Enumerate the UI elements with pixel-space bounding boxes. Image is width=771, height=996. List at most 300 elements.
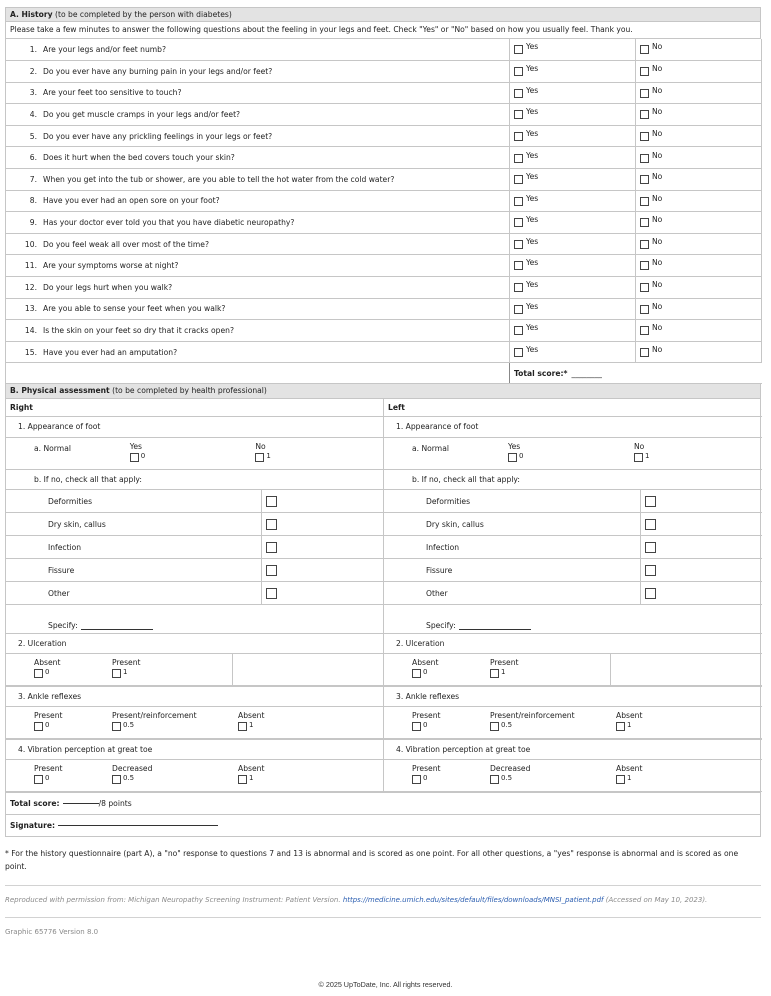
option-checkbox[interactable]	[490, 775, 499, 784]
yes-cell	[510, 39, 636, 61]
finding-checkbox[interactable]	[266, 519, 277, 530]
finding-box-cell	[261, 490, 383, 512]
if-no-heading: b. If no, check all that apply:	[384, 470, 762, 490]
question-number: 9.	[29, 218, 37, 228]
yes-label: Yes	[526, 42, 539, 52]
question-row	[6, 255, 762, 277]
empty-option-cell	[610, 654, 736, 685]
finding-box-cell	[261, 513, 383, 535]
finding-label: Dry skin, callus	[426, 519, 484, 529]
finding-checkbox[interactable]	[266, 542, 277, 553]
yes-checkbox[interactable]	[514, 67, 523, 76]
option-label: Yes	[129, 442, 142, 452]
option-checkbox[interactable]	[34, 775, 43, 784]
finding-box-cell	[261, 559, 383, 581]
option-checkbox[interactable]	[112, 775, 121, 784]
option-value: 1	[266, 452, 271, 461]
option-checkbox[interactable]	[616, 722, 625, 731]
option-checkbox[interactable]	[112, 722, 121, 731]
no-label: No	[652, 64, 663, 74]
section-b-title: B. Physical assessment	[10, 386, 110, 396]
no-cell	[636, 169, 762, 191]
question-cell	[6, 190, 510, 212]
finding-checkbox[interactable]	[645, 496, 656, 507]
no-label: No	[652, 280, 663, 290]
no-checkbox[interactable]	[640, 305, 649, 314]
option-value: 0	[423, 721, 428, 730]
question-number: 7.	[29, 174, 37, 184]
question-number: 11.	[24, 261, 37, 271]
section-a-header	[5, 7, 761, 22]
empty-option-cell	[232, 654, 358, 685]
option-label: Present/reinforcement	[112, 711, 197, 721]
option-checkbox[interactable]	[34, 722, 43, 731]
vibration-heading: 4. Vibration perception at great toe	[384, 739, 762, 759]
signature-row	[6, 814, 760, 836]
no-cell	[636, 125, 762, 147]
question-cell	[6, 277, 510, 299]
no-checkbox[interactable]	[640, 197, 649, 206]
finding-checkbox[interactable]	[645, 588, 656, 599]
option-label: Absent	[412, 658, 439, 668]
question-text: Are your feet too sensitive to touch?	[43, 88, 182, 98]
ankle-reflexes-options	[384, 706, 762, 739]
vibration-option	[6, 760, 108, 791]
yes-cell	[510, 212, 636, 234]
no-label: No	[652, 172, 663, 182]
reproduced-text: Reproduced with permission from: Michigan Neuropathy Screening Instrument: Patient Version.	[5, 896, 341, 905]
history-total-blank[interactable]: ________	[571, 368, 602, 378]
option-value: 0.5	[501, 721, 513, 730]
question-number: 8.	[29, 196, 37, 206]
option-label: Absent	[616, 711, 643, 721]
no-cell	[636, 298, 762, 320]
yes-label: Yes	[526, 85, 539, 95]
option-checkbox[interactable]	[634, 453, 643, 462]
question-number: 4.	[29, 110, 37, 120]
question-row	[6, 298, 762, 320]
no-label: No	[652, 85, 663, 95]
no-checkbox[interactable]	[640, 283, 649, 292]
finding-label: Fissure	[426, 565, 453, 575]
no-checkbox[interactable]	[640, 67, 649, 76]
ankle-reflexes-option	[6, 707, 108, 738]
option-value: 0	[423, 668, 428, 677]
question-text: Do you ever have any prickling feelings in your legs or feet?	[43, 131, 273, 141]
option-label: Present	[490, 658, 519, 668]
question-text: Are you able to sense your feet when you walk?	[43, 304, 226, 314]
question-cell	[6, 320, 510, 342]
yes-label: Yes	[526, 215, 539, 225]
option-value: 1	[123, 668, 128, 677]
no-cell	[636, 341, 762, 363]
ankle-reflexes-heading: 3. Ankle reflexes	[6, 686, 383, 706]
reproduced-note	[5, 885, 761, 917]
question-text: When you get into the tub or shower, are you able to tell the hot water from the cold water?	[43, 174, 395, 184]
question-number: 1.	[29, 45, 37, 55]
section-a-title: A. History	[10, 10, 53, 19]
finding-box-cell	[640, 582, 762, 604]
question-number: 14.	[24, 326, 37, 336]
no-cell	[636, 255, 762, 277]
question-text: Do you feel weak all over most of the time?	[43, 239, 209, 249]
history-table	[5, 39, 762, 384]
no-cell	[636, 147, 762, 169]
question-number: 6.	[29, 153, 37, 163]
appearance-heading: 1. Appearance of foot	[18, 422, 101, 432]
specify-label: Specify:	[48, 621, 78, 631]
yes-label: Yes	[526, 172, 539, 182]
no-label: No	[652, 323, 663, 333]
yes-cell	[510, 190, 636, 212]
option-value: 0	[45, 668, 50, 677]
question-text: Do your legs hurt when you walk?	[43, 282, 173, 292]
normal-option	[508, 438, 634, 469]
graphic-version: Graphic 65776 Version 8.0	[5, 917, 761, 936]
ankle-reflexes-option	[108, 707, 234, 738]
yes-cell	[510, 104, 636, 126]
yes-cell	[510, 61, 636, 83]
no-cell	[636, 190, 762, 212]
question-row	[6, 190, 762, 212]
finding-label: Infection	[48, 542, 82, 552]
no-label: No	[652, 42, 663, 52]
option-checkbox[interactable]	[238, 775, 247, 784]
ankle-reflexes-option	[612, 707, 736, 738]
vibration-option	[486, 760, 612, 791]
no-cell	[636, 61, 762, 83]
option-value: 0.5	[501, 774, 513, 783]
specify-field[interactable]	[459, 629, 531, 630]
question-text: Does it hurt when the bed covers touch your skin?	[43, 153, 235, 163]
yes-checkbox[interactable]	[514, 240, 523, 249]
finding-label: Deformities	[426, 496, 471, 506]
finding-row	[6, 559, 383, 582]
section-a-subtitle: (to be completed by the person with diabetes)	[55, 10, 232, 19]
question-cell	[6, 82, 510, 104]
option-checkbox[interactable]	[490, 722, 499, 731]
option-checkbox[interactable]	[508, 453, 517, 462]
no-checkbox[interactable]	[640, 45, 649, 54]
option-label: No	[255, 442, 266, 452]
no-label: No	[652, 301, 663, 311]
question-row	[6, 147, 762, 169]
option-checkbox[interactable]	[412, 775, 421, 784]
normal-option	[130, 438, 256, 469]
yes-cell	[510, 320, 636, 342]
ulceration-option	[6, 654, 108, 685]
option-label: No	[634, 442, 645, 452]
yes-label: Yes	[526, 64, 539, 74]
yes-label: Yes	[526, 258, 539, 268]
finding-label: Deformities	[48, 496, 93, 506]
specify-label: Specify:	[426, 621, 456, 631]
finding-checkbox[interactable]	[266, 565, 277, 576]
option-label: Present	[112, 658, 141, 668]
question-number: 3.	[29, 88, 37, 98]
physical-total-blank[interactable]	[63, 803, 99, 804]
vibration-option	[612, 760, 736, 791]
option-label: Present	[34, 764, 63, 774]
no-cell	[636, 82, 762, 104]
reproduced-link[interactable]: https://medicine.umich.edu/sites/default/files/downloads/MNSI_patient.pdf	[342, 896, 604, 905]
question-text: Have you ever had an open sore on your foot?	[43, 196, 220, 206]
option-checkbox[interactable]	[112, 669, 121, 678]
ankle-reflexes-option	[234, 707, 358, 738]
ulceration-options	[6, 653, 383, 686]
no-checkbox[interactable]	[640, 110, 649, 119]
finding-row	[384, 582, 762, 605]
no-checkbox[interactable]	[640, 154, 649, 163]
option-label: Absent	[238, 764, 265, 774]
signature-field[interactable]	[58, 825, 218, 826]
question-cell	[6, 147, 510, 169]
normal-label: a. Normal	[412, 444, 449, 454]
option-value: 0	[423, 774, 428, 783]
yes-checkbox[interactable]	[514, 132, 523, 141]
mnsi-form	[5, 7, 761, 936]
question-row	[6, 169, 762, 191]
yes-checkbox[interactable]	[514, 45, 523, 54]
finding-row	[6, 490, 383, 513]
no-label: No	[652, 128, 663, 138]
yes-cell	[510, 147, 636, 169]
reproduced-accessed: (Accessed on May 10, 2023).	[605, 896, 708, 905]
ulceration-option	[486, 654, 610, 685]
finding-row	[6, 513, 383, 536]
question-cell	[6, 104, 510, 126]
finding-checkbox[interactable]	[645, 519, 656, 530]
yes-label: Yes	[526, 344, 539, 354]
ankle-reflexes-heading: 3. Ankle reflexes	[384, 686, 762, 706]
no-label: No	[652, 193, 663, 203]
question-row	[6, 104, 762, 126]
finding-label: Fissure	[48, 565, 75, 575]
ulceration-heading: 2. Ulceration	[384, 633, 762, 653]
option-label: Yes	[508, 442, 521, 452]
yes-checkbox[interactable]	[514, 154, 523, 163]
ulceration-option	[108, 654, 232, 685]
no-checkbox[interactable]	[640, 348, 649, 357]
no-label: No	[652, 107, 663, 117]
left-foot-column	[384, 399, 762, 792]
no-cell	[636, 233, 762, 255]
option-value: 0	[45, 721, 50, 730]
option-checkbox[interactable]	[616, 775, 625, 784]
option-checkbox[interactable]	[412, 722, 421, 731]
option-value: 1	[645, 452, 650, 461]
option-checkbox[interactable]	[412, 669, 421, 678]
option-value: 0.5	[123, 774, 135, 783]
finding-label: Dry skin, callus	[48, 519, 106, 529]
option-value: 1	[249, 774, 254, 783]
finding-box-cell	[640, 559, 762, 581]
yes-cell	[510, 82, 636, 104]
question-text: Has your doctor ever told you that you have diabetic neuropathy?	[43, 218, 295, 228]
option-label: Absent	[616, 764, 643, 774]
vibration-option	[384, 760, 486, 791]
section-b-subtitle: (to be completed by health professional)	[112, 386, 267, 396]
no-label: No	[652, 236, 663, 246]
question-row	[6, 320, 762, 342]
question-row	[6, 341, 762, 363]
option-value: 0	[140, 452, 146, 461]
ulceration-option	[384, 654, 486, 685]
section-a-intro: Please take a few minutes to answer the following questions about the feeling in your legs and feet. Check "Yes" or "No" based on how you usually feel. Thank you.	[5, 22, 761, 39]
finding-box-cell	[640, 536, 762, 558]
finding-row	[6, 536, 383, 559]
question-number: 5.	[29, 131, 37, 141]
yes-checkbox[interactable]	[514, 197, 523, 206]
footnote: * For the history questionnaire (part A), a "no" response to questions 7 and 13 is abnormal and is scored as one point. For all other questions, a "yes" response is abnormal and is scored as one point.	[5, 849, 739, 872]
finding-box-cell	[640, 513, 762, 535]
if-no-heading: b. If no, check all that apply:	[6, 470, 383, 490]
question-number: 15.	[24, 347, 37, 357]
yes-checkbox[interactable]	[514, 305, 523, 314]
history-total-cell	[510, 363, 762, 384]
yes-checkbox[interactable]	[514, 218, 523, 227]
physical-total-label: Total score:	[10, 799, 60, 809]
ankle-reflexes-option	[384, 707, 486, 738]
question-cell	[6, 255, 510, 277]
signature-label: Signature:	[10, 821, 56, 831]
ulceration-options	[384, 653, 762, 686]
finding-checkbox[interactable]	[266, 496, 277, 507]
no-cell	[636, 212, 762, 234]
question-text: Have you ever had an amputation?	[43, 347, 178, 357]
yes-cell	[510, 298, 636, 320]
no-checkbox[interactable]	[640, 261, 649, 270]
question-row	[6, 277, 762, 299]
finding-checkbox[interactable]	[266, 588, 277, 599]
option-label: Decreased	[112, 764, 153, 774]
vibration-heading: 4. Vibration perception at great toe	[6, 739, 383, 759]
yes-checkbox[interactable]	[514, 348, 523, 357]
physical-total-row	[6, 792, 760, 814]
question-cell	[6, 39, 510, 61]
question-row	[6, 125, 762, 147]
history-total-empty	[6, 363, 510, 384]
yes-cell	[510, 233, 636, 255]
no-cell	[636, 39, 762, 61]
finding-checkbox[interactable]	[645, 565, 656, 576]
no-cell	[636, 104, 762, 126]
vibration-options	[384, 759, 762, 792]
question-cell	[6, 61, 510, 83]
question-row	[6, 39, 762, 61]
option-checkbox[interactable]	[255, 453, 264, 462]
option-value: 1	[627, 721, 632, 730]
question-number: 10.	[24, 239, 37, 249]
section-b-header	[5, 384, 761, 399]
normal-label-cell	[384, 438, 508, 469]
question-cell	[6, 298, 510, 320]
vibration-options	[6, 759, 383, 792]
yes-checkbox[interactable]	[514, 261, 523, 270]
option-value: 1	[501, 668, 506, 677]
question-text: Do you ever have any burning pain in your legs and/or feet?	[43, 66, 273, 76]
finding-label: Other	[426, 588, 448, 598]
vibration-option	[234, 760, 358, 791]
normal-label-cell	[6, 438, 130, 469]
question-row	[6, 212, 762, 234]
no-checkbox[interactable]	[640, 89, 649, 98]
finding-box-cell	[261, 536, 383, 558]
finding-row	[384, 559, 762, 582]
yes-checkbox[interactable]	[514, 283, 523, 292]
yes-checkbox[interactable]	[514, 326, 523, 335]
specify-row	[6, 605, 383, 633]
specify-field[interactable]	[81, 629, 153, 630]
yes-checkbox[interactable]	[514, 175, 523, 184]
option-checkbox[interactable]	[490, 669, 499, 678]
question-text: Are your legs and/or feet numb?	[43, 45, 167, 55]
question-cell	[6, 169, 510, 191]
option-label: Absent	[238, 711, 265, 721]
yes-label: Yes	[526, 150, 539, 160]
question-number: 12.	[24, 282, 37, 292]
no-label: No	[652, 344, 663, 354]
vibration-option	[108, 760, 234, 791]
option-checkbox[interactable]	[34, 669, 43, 678]
option-checkbox[interactable]	[238, 722, 247, 731]
option-checkbox[interactable]	[130, 453, 139, 462]
ankle-reflexes-options	[6, 706, 383, 739]
history-total-row	[6, 363, 762, 384]
yes-label: Yes	[526, 301, 539, 311]
side-heading: Right	[6, 399, 383, 417]
question-row	[6, 233, 762, 255]
yes-checkbox[interactable]	[514, 110, 523, 119]
finding-checkbox[interactable]	[645, 542, 656, 553]
finding-label: Other	[48, 588, 70, 598]
yes-cell	[510, 125, 636, 147]
yes-cell	[510, 277, 636, 299]
no-checkbox[interactable]	[640, 175, 649, 184]
yes-label: Yes	[526, 323, 539, 333]
option-label: Absent	[34, 658, 61, 668]
yes-label: Yes	[526, 107, 539, 117]
finding-label: Infection	[426, 542, 460, 552]
option-value: 0	[45, 774, 50, 783]
right-foot-column	[6, 399, 384, 792]
no-checkbox[interactable]	[640, 240, 649, 249]
appearance-heading: 1. Appearance of foot	[396, 422, 479, 432]
no-label: No	[652, 150, 663, 160]
yes-checkbox[interactable]	[514, 89, 523, 98]
finding-row	[6, 582, 383, 605]
yes-label: Yes	[526, 280, 539, 290]
question-text: Are your symptoms worse at night?	[43, 261, 179, 271]
ulceration-heading: 2. Ulceration	[6, 633, 383, 653]
no-checkbox[interactable]	[640, 132, 649, 141]
normal-row	[384, 437, 762, 470]
yes-cell	[510, 255, 636, 277]
question-number: 2.	[29, 66, 37, 76]
question-row	[6, 82, 762, 104]
yes-label: Yes	[526, 236, 539, 246]
normal-option	[634, 438, 762, 469]
ankle-reflexes-option	[486, 707, 612, 738]
no-cell	[636, 277, 762, 299]
question-text: Is the skin on your feet so dry that it cracks open?	[43, 326, 235, 336]
no-checkbox[interactable]	[640, 326, 649, 335]
option-label: Decreased	[490, 764, 531, 774]
history-total-label: Total score:*	[514, 368, 568, 378]
no-checkbox[interactable]	[640, 218, 649, 227]
finding-row	[384, 536, 762, 559]
normal-label: a. Normal	[34, 444, 71, 454]
